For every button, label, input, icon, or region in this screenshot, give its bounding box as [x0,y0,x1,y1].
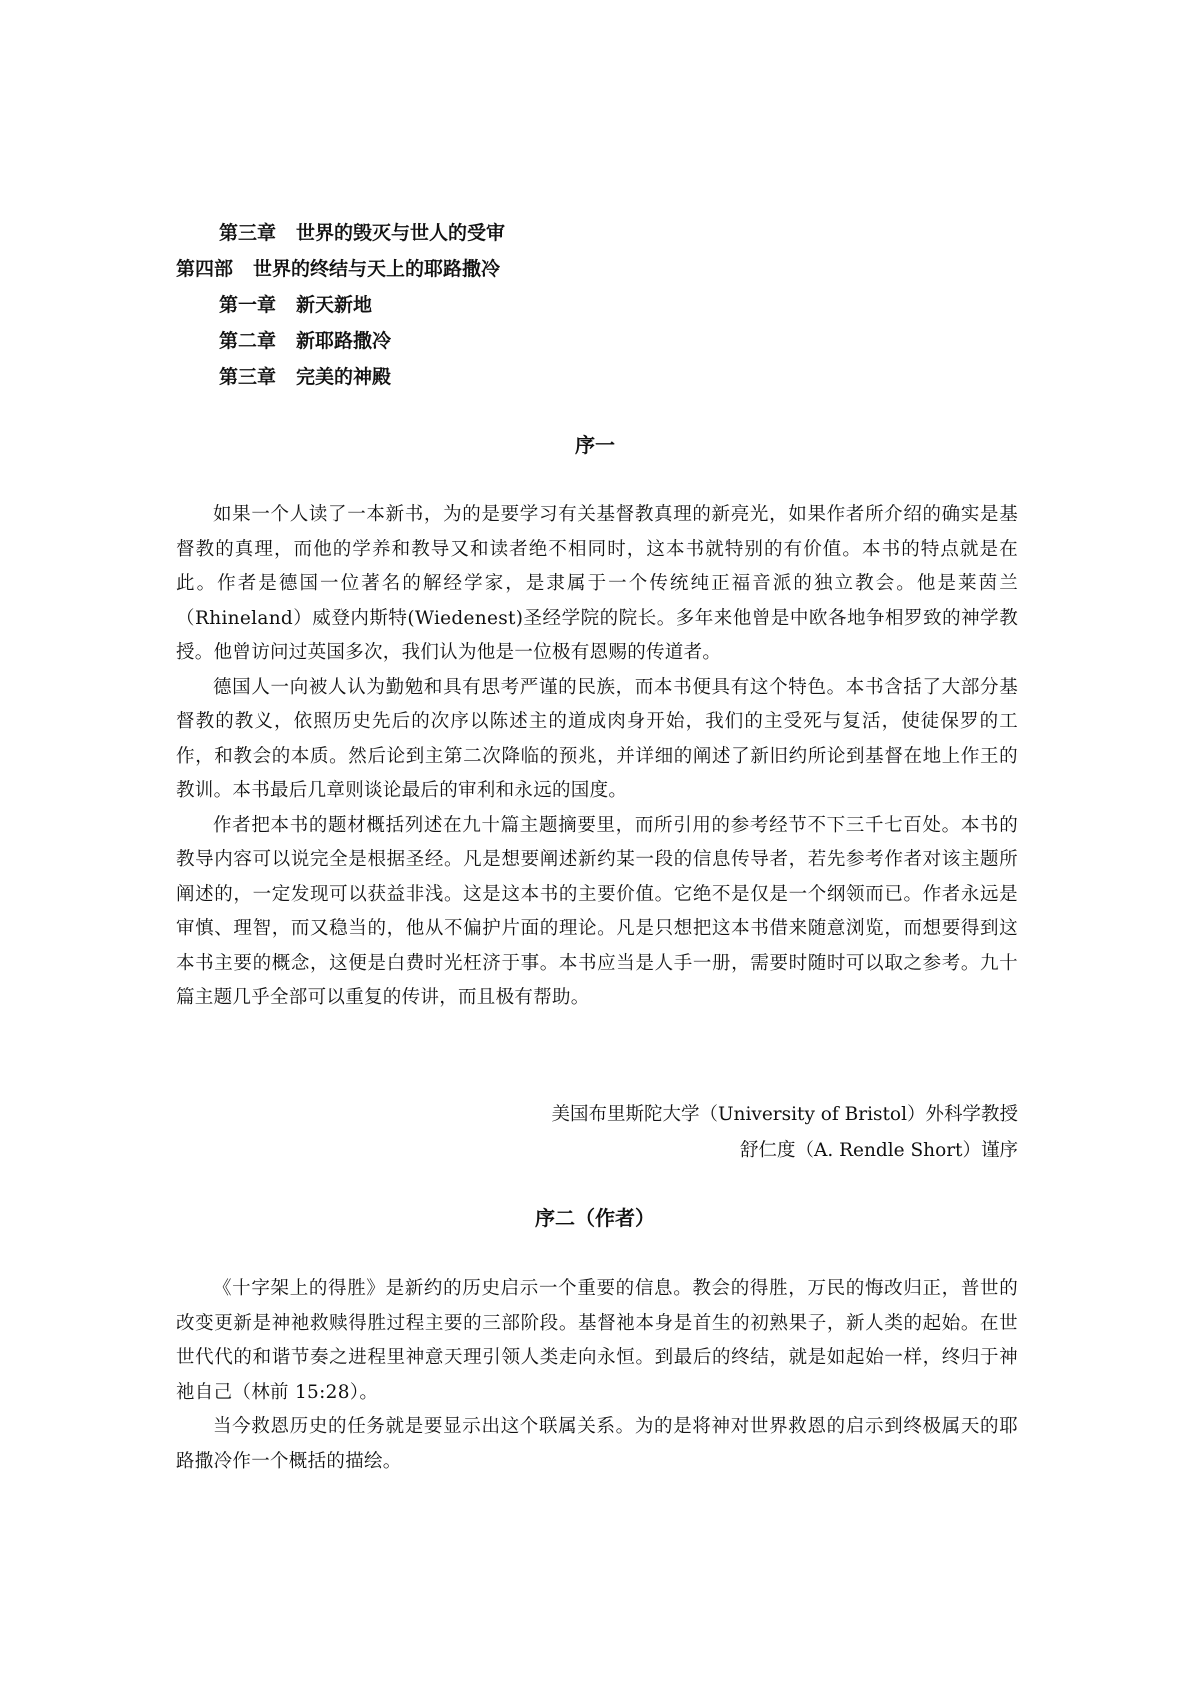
toc-item-title: 世界的终结与天上的耶路撒冷 [253,258,501,280]
toc-item-number: 第三章 [219,222,277,244]
toc-item-number: 第四部 [176,258,234,280]
paragraph: 作者把本书的题材概括列述在九十篇主题摘要里，而所引用的参考经节不下三千七百处。本书的教导内容可以说完全是根据圣经。凡是想要阐述新约某一段的信息传导者，若先参考作者对该主题所阐述的，一定发现可以获益非浅。这是这本书的主要价值。它绝不是仅是一个纲领而已。作者永远是审慎、理智，而又稳当的，他从不偏护片面的理论。凡是只想把这本书借来随意浏览，而想要得到这本书主要的概念，这便是白费时光枉济于事。本书应当是人手一册，需要时随时可以取之参考。九十篇主题几乎全部可以重复的传讲，而且极有帮助。 [176,814,1018,1008]
paragraph: 《十字架上的得胜》是新约的历史启示一个重要的信息。教会的得胜，万民的悔改归正，普世的改变更新是神祂救赎得胜过程主要的三部阶段。基督祂本身是首生的初熟果子，新人类的起始。在世世代代的和谐节奏之进程里神意天理引领人类走向永恒。到最后的终结，就是如起始一样，终归于神祂自己（林前 15:28）。 [176,1278,1018,1403]
toc-item [176,323,1036,359]
table-of-contents [176,215,1036,395]
preface-two-body [176,1272,1018,1479]
toc-item [176,287,1036,323]
preface-two-heading: 序二（作者） [535,1206,655,1230]
preface-one-body [176,498,1018,1016]
paragraph: 当今救恩历史的任务就是要显示出这个联属关系。为的是将神对世界救恩的启示到终极属天的耶路撒冷作一个概括的描绘。 [176,1416,1018,1472]
paragraph: 如果一个人读了一本新书，为的是要学习有关基督教真理的新亮光，如果作者所介绍的确实是基督教的真理，而他的学养和教导又和读者绝不相同时，这本书就特别的有价值。本书的特点就是在此。作者是德国一位著名的解经学家，是隶属于一个传统纯正福音派的独立教会。他是莱茵兰（Rhineland）威登内斯特(Wiedenest)圣经学院的院长。多年来他曾是中欧各地争相罗致的神学教授。他曾访问过英国多次，我们认为他是一位极有恩赐的传道者。 [176,504,1018,663]
preface-one-heading: 序一 [575,433,615,457]
toc-item [176,251,1036,287]
toc-item-number: 第一章 [219,294,277,316]
toc-item [176,215,1036,251]
signature-affiliation: 美国布里斯陀大学（University of Bristol）外科学教授 [551,1104,1018,1125]
toc-item-title: 新天新地 [296,294,373,316]
paragraph: 德国人一向被人认为勤勉和具有思考严谨的民族，而本书便具有这个特色。本书含括了大部分基督教的教义，依照历史先后的次序以陈述主的道成肉身开始，我们的主受死与复活，使徒保罗的工作，和教会的本质。然后论到主第二次降临的预兆，并详细的阐述了新旧约所论到基督在地上作王的教训。本书最后几章则谈论最后的审利和永远的国度。 [176,676,1018,801]
toc-item-number: 第三章 [219,366,277,388]
signature-name: 舒仁度（A. Rendle Short）谨序 [739,1140,1018,1161]
toc-item [176,359,1036,395]
toc-item-title: 新耶路撒冷 [296,330,392,352]
toc-item-title: 世界的毁灭与世人的受审 [296,222,506,244]
toc-item-number: 第二章 [219,330,277,352]
toc-item-title: 完美的神殿 [296,366,392,388]
